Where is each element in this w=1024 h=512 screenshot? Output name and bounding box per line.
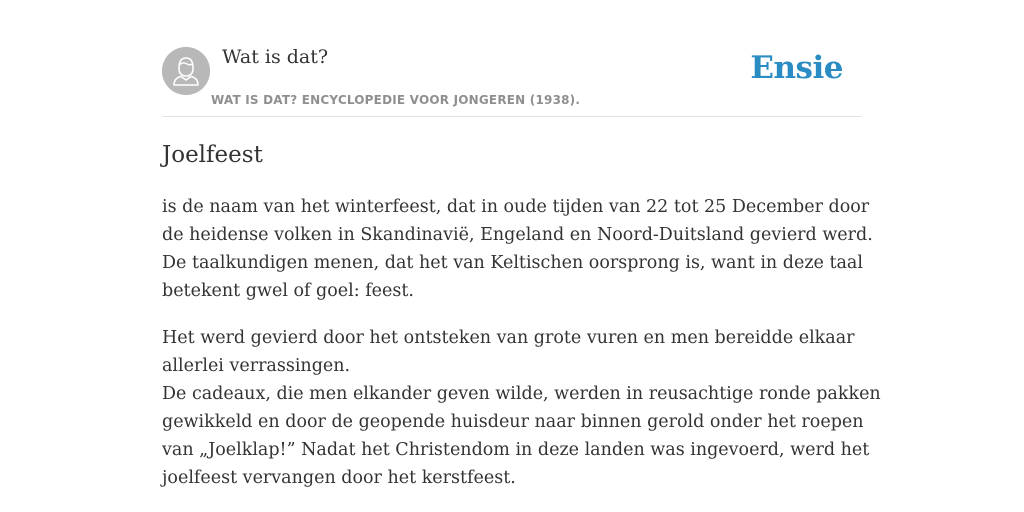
paragraph-line: allerlei verrassingen. <box>162 356 351 376</box>
brand-logo[interactable]: Ensie <box>750 50 843 86</box>
paragraph-line: gewikkeld en door de geopende huisdeur naar binnen gerold onder het roepen <box>162 412 864 432</box>
paragraph-line: van „Joelklap!” Nadat het Christendom in deze landen was ingevoerd, werd het <box>162 440 870 460</box>
paragraph-line: betekent gwel of goel: feest. <box>162 281 414 301</box>
paragraph-line: De taalkundigen menen, dat het van Keltischen oorsprong is, want in deze taal <box>162 253 863 273</box>
paragraph-2 <box>162 324 881 492</box>
user-silhouette-svg <box>162 47 210 95</box>
paragraph-line: Het werd gevierd door het ontsteken van grote vuren en men bereidde elkaar <box>162 328 855 348</box>
paragraph-line: is de naam van het winterfeest, dat in oude tijden van 22 tot 25 December door <box>162 197 870 217</box>
source-subtitle[interactable]: WAT IS DAT? ENCYCLOPEDIE VOOR JONGEREN (1938). <box>211 93 581 107</box>
paragraph-line: joelfeest vervangen door het kerstfeest. <box>162 468 516 488</box>
source-title[interactable]: Wat is dat? <box>222 46 329 68</box>
paragraph-line: de heidense volken in Skandinavië, Engeland en Noord-Duitsland gevierd werd. <box>162 225 873 245</box>
article <box>162 140 881 511</box>
user-silhouette-icon[interactable] <box>162 47 210 95</box>
source-header <box>162 44 862 117</box>
paragraph-line: De cadeaux, die men elkander geven wilde, werden in reusachtige ronde pakken <box>162 384 881 404</box>
article-title: Joelfeest <box>162 142 263 168</box>
paragraph-1 <box>162 193 873 305</box>
